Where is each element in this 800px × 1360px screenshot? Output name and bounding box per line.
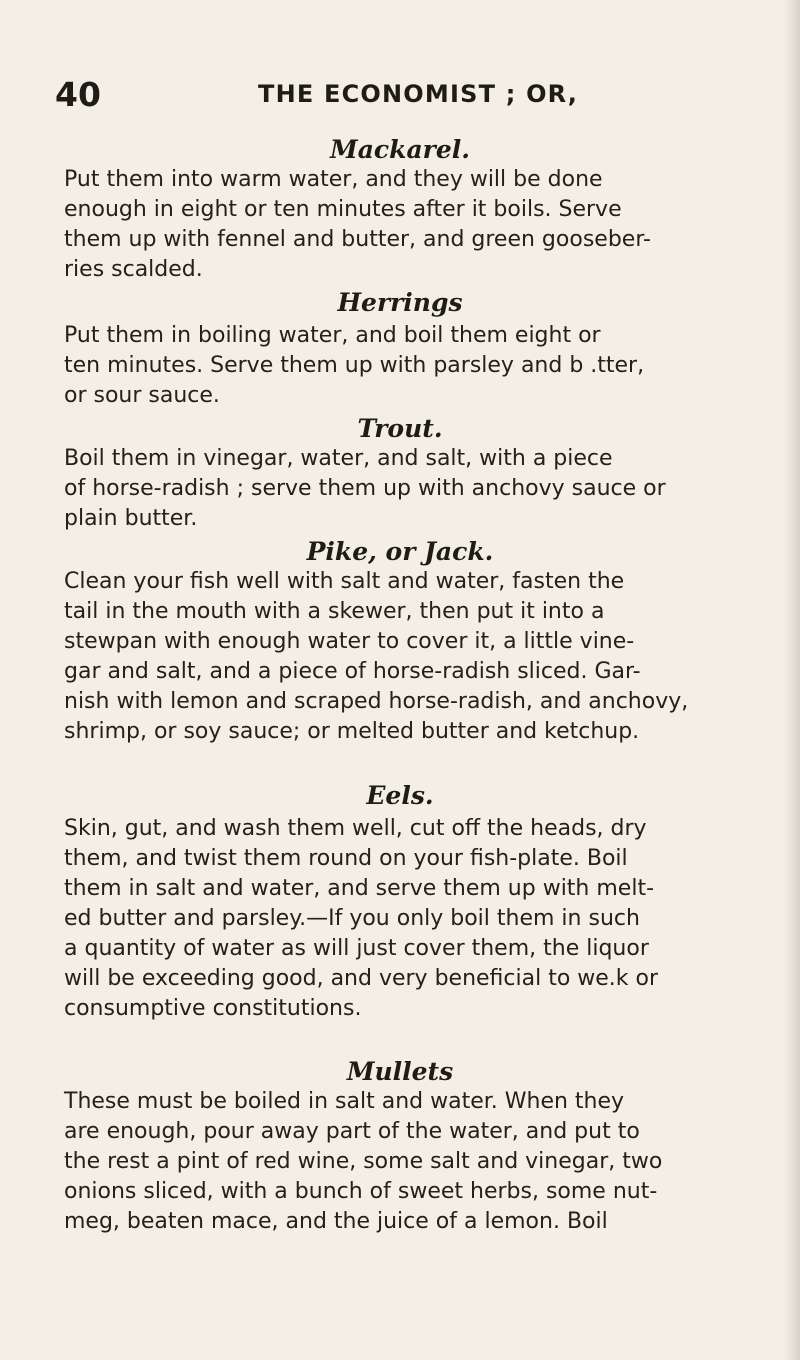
section-text-mullets: These must be boiled in salt and water. When they are enough, pour away part of the water, and put to the rest a pint of red wine, some salt and vinegar, two onions sliced, with a bunch of sweet herbs, some nut- meg, beaten mace, and the juice of a lemon. Boil [64,1089,663,1234]
section-title-pike-or-jack: Pike, or Jack. [306,537,494,566]
section-title-herrings: Herrings [337,288,463,317]
section-title-eels: Eels. [366,781,434,810]
section-text-trout: Boil them in vinegar, water, and salt, with a piece of horse-radish ; serve them up with anchovy sauce or plain butter. [64,446,666,531]
section-text-herrings: Put them in boiling water, and boil them eight or ten minutes. Serve them up with parsley and b .tter, or sour sauce. [64,323,645,408]
section-title-mullets: Mullets [346,1057,454,1086]
page-number: 40 [55,75,101,114]
section-text-mackarel: Put them into warm water, and they will be done enough in eight or ten minutes after it boils. Serve them up with fennel and butter, and green gooseber- ries scalded. [64,167,651,282]
section-title-trout: Trout. [357,414,443,443]
running-head: THE ECONOMIST ; OR, [258,80,579,108]
section-title-mackarel: Mackarel. [330,135,470,164]
section-text-pike-or-jack: Clean your fish well with salt and water, fasten the tail in the mouth with a skewer, then put it into a stewpan with enough water to cover it, a little vine- gar and salt, and a piece of horse-radish sliced. Gar- nish with lemon and scraped horse-radish, and anchovy, shrimp, or soy sauce; or melted butter and ketchup. [64,569,689,744]
page-header [55,75,740,122]
section-text-eels: Skin, gut, and wash them well, cut off the heads, dry them, and twist them round on your fish-plate. Boil them in salt and water, and serve them up with melt- ed butter and parsley.—If you only boil them in such a quantity of water as will just cover them, the liquor will be exceeding good, and very beneficial to we.k or consumptive constitutions. [64,816,659,1021]
page-edge-shadow [784,0,800,1360]
